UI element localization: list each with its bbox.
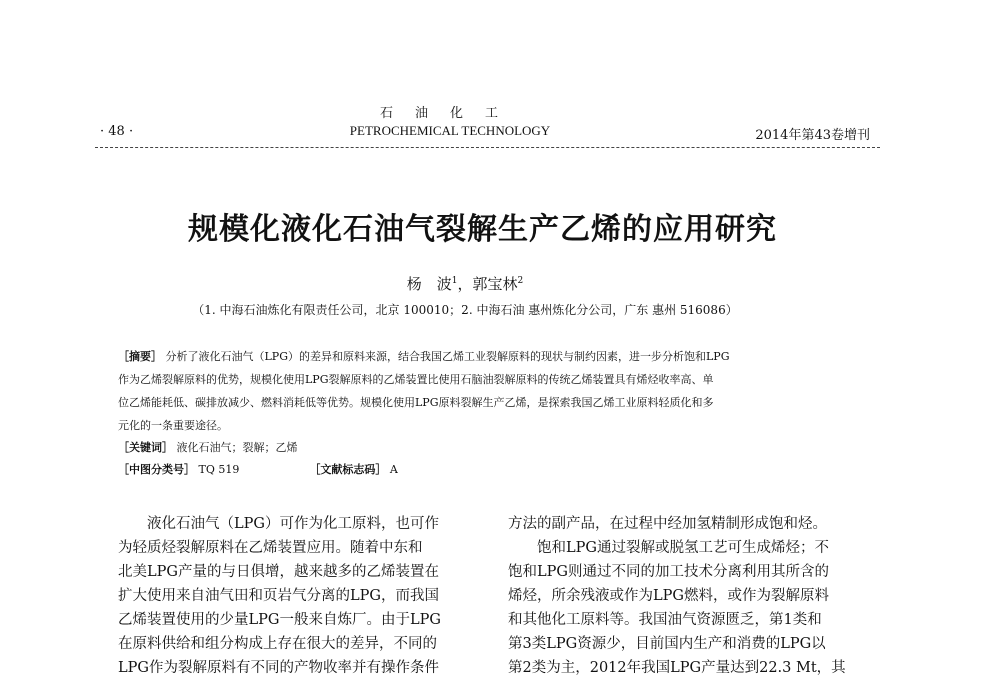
body-line: 扩大使用来自油气田和页岩气分离的LPG，而我国 (118, 588, 439, 604)
author-name: 杨 波 (406, 275, 452, 293)
doc-code-label: ［文献标志码］ (309, 463, 387, 476)
keywords-value: 液化石油气；裂解；乙烯 (176, 441, 298, 454)
body-line: 第2类为主，2012年我国LPG产量达到22.3 Mt，其 (508, 660, 846, 676)
body-line: 乙烯装置使用的少量LPG一般来自炼厂。由于LPG (118, 612, 441, 628)
doc-code-value: A (389, 463, 398, 476)
body-line: 为轻质烃裂解原料在乙烯装置应用。随着中东和 (118, 540, 423, 556)
authors: 杨 波$^1$，郭宝林$^2$ (406, 275, 524, 293)
abstract-text: 分析了液化石油气（LPG）的差异和原料来源，结合我国乙烯工业裂解原料的现状与制约因素，进一步分析饱和LPG (165, 350, 730, 363)
body-line: 饱和LPG通过裂解或脱氢工艺可生成烯烃；不 (508, 540, 829, 556)
clc-value: TQ 519 (198, 463, 240, 476)
body-line: 方法的副产品，在过程中经加氢精制形成饱和烃。 (508, 516, 827, 532)
author-affil-mark: 2 (517, 276, 524, 286)
body-line: 北美LPG产量的与日俱增，越来越多的乙烯装置在 (118, 564, 439, 580)
page-number: · 48 · (100, 124, 134, 139)
body-line: 烯烃，所余残液或作为LPG燃料，或作为裂解原料 (508, 588, 829, 604)
body-line: 液化石油气（LPG）可作为化工原料，也可作 (118, 516, 439, 532)
abstract-line: 元化的一条重要途径。 (118, 419, 228, 432)
abstract-label: ［摘要］ (118, 350, 162, 363)
issue-info: 2014年第43卷增刊 (755, 128, 870, 143)
journal-name-en: PETROCHEMICAL TECHNOLOGY (349, 123, 551, 138)
journal-name-cn: 石油化工 (379, 106, 520, 121)
keywords (118, 439, 298, 455)
abstract-line: 位乙烯能耗低、碳排放减少、燃料消耗低等优势。规模化使用LPG原料裂解生产乙烯，是探索我国乙烯工业原料轻质化和多 (118, 396, 714, 409)
author-name: 郭宝林 (472, 275, 518, 293)
header-rule (95, 147, 880, 148)
body-line: LPG作为裂解原料有不同的产物收率并有操作条件 (118, 660, 439, 676)
author-affil-mark: 1 (451, 276, 458, 286)
abstract-line: 作为乙烯裂解原料的优势，规模化使用LPG裂解原料的乙烯装置比使用石脑油裂解原料的传统乙烯装置具有烯烃收率高、单 (118, 373, 714, 386)
paper-title: 规模化液化石油气裂解生产乙烯的应用研究 (188, 212, 777, 247)
body-line: 饱和LPG则通过不同的加工技术分离利用其所含的 (508, 564, 829, 580)
classification (118, 461, 398, 477)
affiliation: （1. 中海石油炼化有限责任公司，北京 100010；2. 中海石油 惠州炼化分公司，广东 惠州 516086） (192, 303, 738, 317)
abstract-line (118, 348, 729, 364)
body-line: 第3类LPG资源少，目前国内生产和消费的LPG以 (508, 636, 826, 652)
body-line: 和其他化工原料等。我国油气资源匮乏，第1类和 (508, 612, 822, 628)
body-line: 在原料供给和组分构成上存在很大的差异，不同的 (118, 636, 437, 652)
clc-label: ［中图分类号］ (118, 463, 195, 476)
keywords-label: ［关键词］ (118, 441, 173, 454)
